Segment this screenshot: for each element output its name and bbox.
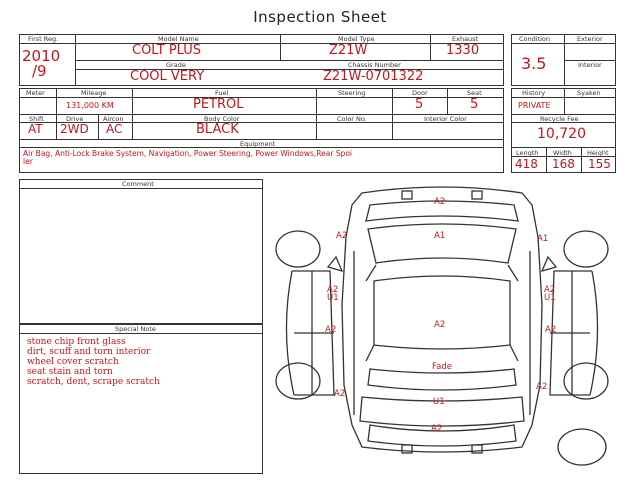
length-value: 418 — [515, 157, 538, 171]
damage-mark-left-rear-fender: A2 — [334, 389, 346, 399]
exhaust-value: 1330 — [446, 43, 480, 58]
damage-mark-rear-glass: Fade — [432, 362, 452, 372]
first-reg-month: /9 — [32, 62, 47, 80]
damage-mark-right-rear-fender: A2 — [536, 382, 548, 392]
width-label: Width — [553, 149, 572, 157]
history-label: History — [522, 89, 546, 97]
drive-label: Drive — [66, 115, 84, 123]
condition-label: Condition — [519, 35, 551, 43]
fuel-value: PETROL — [193, 97, 244, 112]
interior-color-label: Interior Color — [424, 115, 467, 123]
comment-label: Comment — [122, 180, 154, 188]
drive-value: 2WD — [60, 122, 89, 136]
aircon-label: Aircon — [103, 115, 124, 123]
steering-label: Steering — [338, 89, 366, 97]
special-note-list — [27, 337, 160, 387]
door-label: Door — [412, 89, 428, 97]
seat-label: Seat — [467, 89, 482, 97]
damage-mark-left-front-door-2: U1 — [327, 293, 339, 303]
mileage-label: Mileage — [81, 89, 107, 97]
grade-label: Grade — [166, 61, 186, 69]
recycle-fee-label: Recycle Fee — [540, 115, 579, 123]
damage-mark-right-front-door: A2 — [544, 285, 556, 295]
special-note-item: dirt, scuff and torn interior — [27, 347, 151, 357]
page-title: Inspection Sheet — [253, 8, 387, 26]
first-reg-year: 2010 — [22, 47, 61, 65]
damage-mark-front: A2 — [434, 197, 446, 207]
mileage-value: 131,000 KM — [66, 101, 114, 110]
recycle-fee-value: 10,720 — [537, 126, 586, 142]
damage-mark-tailgate: U1 — [433, 397, 445, 407]
interior-label: Interior — [578, 61, 602, 69]
model-name-value: COLT PLUS — [132, 43, 202, 58]
damage-mark-roof: A2 — [434, 320, 446, 330]
aircon-value: AC — [106, 122, 123, 136]
shift-value: AT — [28, 122, 43, 136]
damage-mark-left-front-door: A2 — [327, 285, 339, 295]
door-value: 5 — [415, 97, 424, 112]
meter-label: Meter — [26, 89, 45, 97]
fuel-label: Fuel — [215, 89, 229, 97]
equipment-label: Equipment — [240, 140, 276, 148]
color-no-label: Color No. — [337, 115, 367, 123]
model-type-label: Model Type — [338, 35, 375, 43]
model-name-label: Model Name — [158, 35, 199, 43]
special-note-item: scratch, dent, scrape scratch — [27, 377, 160, 387]
exhaust-label: Exhaust — [452, 35, 479, 43]
width-value: 168 — [552, 157, 575, 171]
seat-value: 5 — [470, 97, 479, 112]
equipment-line-2: ler — [23, 157, 33, 166]
first-reg-label: First Reg. — [28, 35, 59, 43]
damage-mark-front-left: A2 — [336, 231, 348, 241]
body-color-label: Body Color — [204, 115, 240, 123]
damage-mark-right-front-door-2: U1 — [544, 293, 556, 303]
special-note-item: stone chip front glass — [27, 337, 126, 347]
syaken-label: Syaken — [577, 89, 601, 97]
damage-mark-left-rear-door: A2 — [325, 325, 337, 335]
special-note-item: wheel cover scratch — [27, 357, 119, 367]
damage-mark-right-rear-door: A2 — [545, 325, 557, 335]
model-type-value: Z21W — [329, 43, 368, 58]
exterior-label: Exterior — [577, 35, 603, 43]
equipment-line-1: Air Bag, Anti-Lock Brake System, Navigation, Power Steering, Power Windows,Rear Spoi — [23, 149, 353, 158]
damage-mark-front-right: A1 — [537, 234, 549, 244]
grade-value: COOL VERY — [130, 69, 205, 84]
length-label: Length — [516, 149, 539, 157]
history-value: PRIVATE — [518, 101, 551, 110]
comment-block — [19, 179, 263, 324]
height-value: 155 — [588, 157, 611, 171]
shift-label: Shift — [29, 115, 44, 123]
damage-mark-windshield: A1 — [434, 231, 446, 241]
height-label: Height — [587, 149, 609, 157]
chassis-value: Z21W-0701322 — [323, 69, 424, 84]
condition-score: 3.5 — [521, 54, 547, 73]
special-note-item: seat stain and torn — [27, 367, 113, 377]
damage-mark-rear-bumper: A2 — [431, 424, 443, 434]
chassis-label: Chassis Number — [348, 61, 401, 69]
special-note-label: Special Note — [115, 325, 156, 333]
body-color-value: BLACK — [196, 122, 239, 137]
car-damage-diagram — [270, 185, 615, 477]
